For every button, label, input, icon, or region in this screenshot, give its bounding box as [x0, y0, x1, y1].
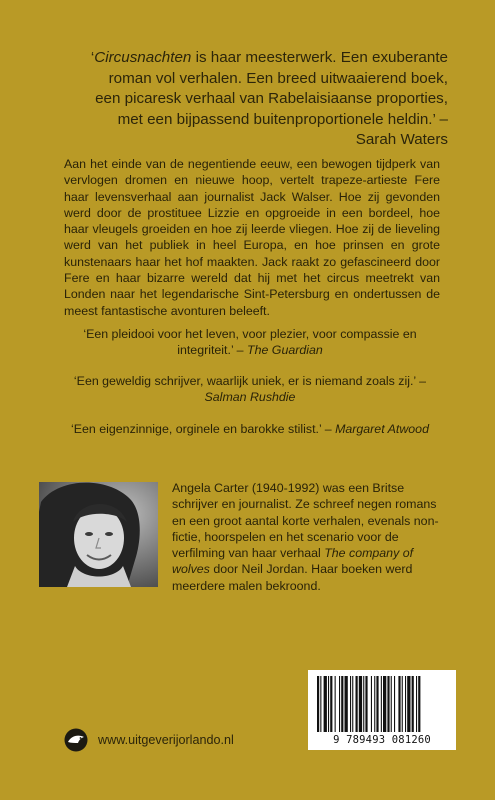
isbn-barcode	[308, 670, 456, 750]
praise-quote-text: ‘Een pleidooi voor het leven, voor plezier, voor compassie en integriteit.’ –	[83, 327, 417, 358]
praise-quote-1	[70, 326, 430, 359]
bird-icon	[64, 728, 88, 752]
barcode-bars	[315, 676, 449, 732]
praise-quote-text: ‘Een eigenzinnige, orginele en barokke stilist.’ –	[71, 422, 336, 436]
publisher-url[interactable]: www.uitgeverijorlando.nl	[98, 733, 234, 747]
lead-quote-book-title: Circusnachten	[94, 49, 192, 66]
author-bio-text-end: door Neil Jordan. Haar boeken werd meerdere malen bekroond.	[172, 562, 413, 593]
isbn-digits: 9 789493 081260	[333, 734, 431, 746]
praise-quote-source: Salman Rushdie	[204, 390, 296, 405]
lead-quote-attribution: Sarah Waters	[355, 131, 448, 148]
author-photo	[39, 482, 158, 587]
synopsis: Aan het einde van de negentiende eeuw, een bewogen tijdperk van vervlogen dromen en nieuwe hoop, vertelt trapeze-artieste Fere haar levensverhaal aan journalist Jack Walser. Hoe zij gevonden werd door de prostituee Lizzie en opgroeide in een bordeel, hoe haar vleugels groeiden en hoe zij leerde vliegen. Hoe zij de lieveling werd van het publiek in heel Europa, en hoe prinsen en grote kunstenaars haar het hof maakten. Jack raakt zo gefascineerd door Fere en haar bizarre wereld dat hij met het circus meetrekt van Londen naar het legendarische Sint-Petersburg en ondertussen de meest fantastische avonturen beleeft.	[64, 157, 440, 318]
lead-quote-text: is haar meesterwerk. Een exuberante roman vol verhalen. Een breed uitwaaierend boek, een picaresk verhaal van Rabelaisiaanse proporties, met een bijpassend buitenproportionele heldin.	[95, 49, 448, 128]
lead-quote: ‘Circusnachten is haar meesterwerk. Een exuberante roman vol verhalen. Een breed uitwaaierend boek, een picaresk verhaal van Rabelaisiaanse proporties, met een bijpassend buitenproportionele heldin.’ – Sarah Waters	[90, 49, 448, 148]
praise-quote-2	[70, 373, 430, 406]
praise-quote-source: The Guardian	[247, 343, 323, 358]
praise-quote-source: Margaret Atwood	[335, 422, 429, 436]
praise-quote-3	[70, 421, 430, 437]
publisher	[64, 729, 234, 751]
praise-quote-text: ‘Een geweldig schrijver, waarlijk uniek, er is niemand zoals zij.’ –	[73, 374, 427, 388]
author-bio-film-title: The company of wolves	[172, 546, 414, 577]
author-bio-text: Angela Carter (1940-1992) was een Britse schrijver en journalist. Ze schreef negen romans en een groot aantal korte verhalen, evenals non-fictie, hoorspelen en het scenario voor de verfilming van haar verhaal	[172, 481, 439, 561]
author-bio	[172, 480, 450, 594]
